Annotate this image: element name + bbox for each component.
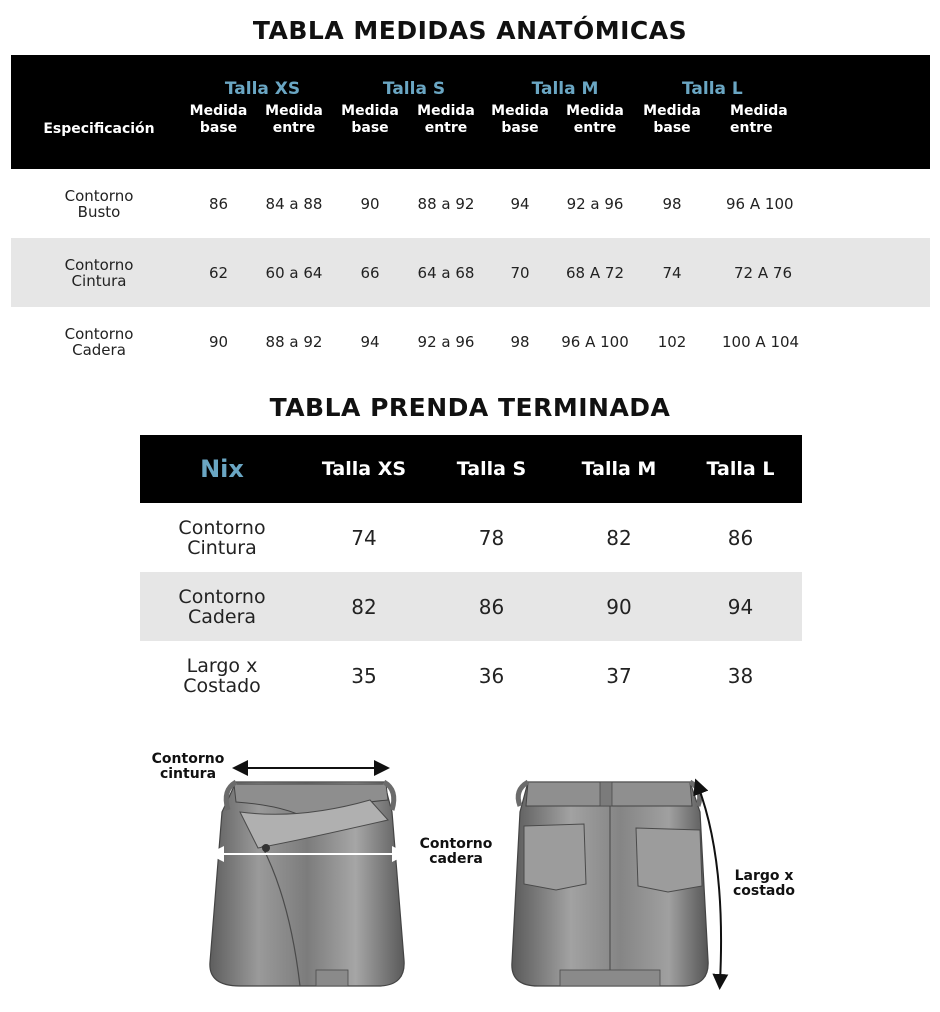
cell: 86 [208, 194, 229, 213]
sub-header-base: Medida base [490, 103, 550, 169]
cell: 37 [606, 663, 632, 688]
cell: 84 a 88 [265, 194, 323, 213]
sub-header-base: Medida base [338, 103, 402, 169]
cell: 60 a 64 [250, 238, 338, 307]
cell: 66 [338, 238, 402, 307]
cell: 102 [657, 332, 687, 351]
size-header-s: Talla S [338, 55, 490, 103]
length-label: Largo x costado [732, 868, 796, 899]
cell: 35 [351, 663, 377, 688]
sub-header-range: Medida entre [704, 103, 930, 169]
cell: 96 A 100 [726, 194, 794, 213]
cell: 94 [510, 194, 530, 213]
size-header-l: Talla L [640, 55, 930, 103]
cell: 86 [424, 572, 559, 641]
table-row [140, 503, 802, 572]
brand-header: Nix [140, 435, 304, 503]
cell: 90 [360, 194, 380, 213]
cell: 92 a 96 [566, 194, 624, 213]
waist-label: Contorno cintura [151, 751, 225, 782]
table-row [11, 307, 930, 376]
cell: 70 [490, 238, 550, 307]
row-label: Contorno Cintura [178, 516, 266, 559]
row-label: Largo x Costado [183, 654, 261, 697]
sub-header-range: Medida entre [402, 103, 490, 169]
cell: 88 a 92 [417, 194, 475, 213]
cell: 74 [640, 238, 704, 307]
size-header-m: Talla M [490, 55, 640, 103]
row-label: Contorno Cintura [11, 238, 187, 307]
anatomical-table-title: TABLA MEDIDAS ANATÓMICAS [252, 16, 688, 45]
cell: 38 [727, 663, 754, 688]
finished-garment-title: TABLA PRENDA TERMINADA [269, 393, 671, 422]
cell: 100 A 104 [722, 332, 800, 351]
finished-garment-table [140, 435, 802, 710]
cell: 86 [727, 525, 754, 550]
cell: 88 a 92 [265, 332, 323, 351]
row-label: Contorno Cadera [64, 324, 134, 359]
size-header-xs: Talla XS [187, 55, 338, 103]
sub-header-range: Medida entre [250, 103, 338, 169]
anatomical-measurements-table [11, 55, 930, 376]
sub-header-base: Medida base [187, 103, 250, 169]
sub-header-range: Medida entre [550, 103, 640, 169]
size-header-s: Talla S [424, 435, 559, 503]
header-spacer [11, 55, 187, 103]
cell: 90 [208, 332, 229, 351]
spec-header: Especificación [11, 103, 187, 169]
size-header-l: Talla L [679, 435, 802, 503]
cell: 96 A 100 [561, 332, 629, 351]
cell: 68 A 72 [550, 238, 640, 307]
cell: 36 [478, 663, 505, 688]
cell: 82 [606, 525, 632, 550]
cell: 78 [478, 525, 505, 550]
table-row [140, 641, 802, 710]
row-label: Contorno Busto [64, 186, 134, 221]
table-row [11, 238, 930, 307]
table-row [11, 169, 930, 238]
cell: 94 [360, 332, 380, 351]
hip-label: Contorno cadera [419, 836, 493, 867]
cell: 64 a 68 [402, 238, 490, 307]
size-header-m: Talla M [559, 435, 679, 503]
row-label: Contorno Cadera [140, 572, 304, 641]
cell: 90 [559, 572, 679, 641]
cell: 74 [351, 525, 377, 550]
table-row [140, 572, 802, 641]
cell: 72 A 76 [704, 238, 930, 307]
size-header-xs: Talla XS [304, 435, 424, 503]
cell: 82 [304, 572, 424, 641]
cell: 94 [679, 572, 802, 641]
cell: 62 [187, 238, 250, 307]
cell: 92 a 96 [417, 332, 475, 351]
sub-header-base: Medida base [640, 103, 704, 169]
cell: 98 [510, 332, 530, 351]
cell: 98 [662, 194, 682, 213]
